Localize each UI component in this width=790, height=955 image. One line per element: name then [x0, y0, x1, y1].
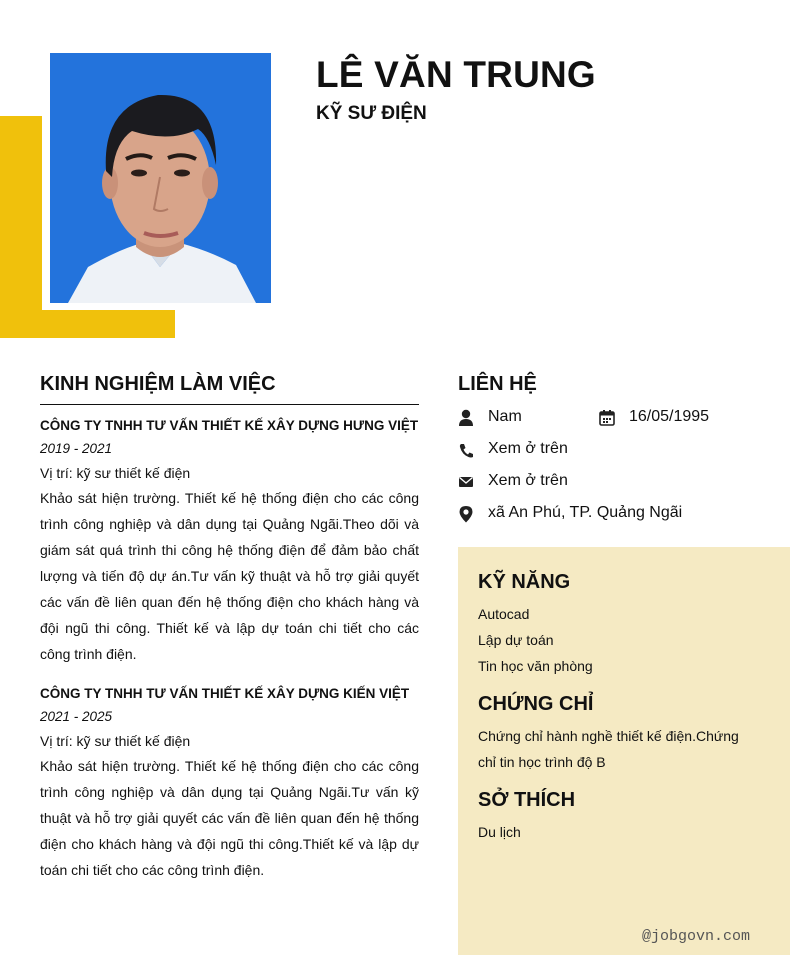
job-company: CÔNG TY TNHH TƯ VẤN THIẾT KẾ XÂY DỰNG HƯNG VIỆT [40, 418, 419, 433]
contact-row-address [458, 502, 758, 534]
hobbies-heading: SỞ THÍCH [478, 789, 576, 811]
skill-item: Lập dự toán [478, 632, 554, 648]
experience-section [40, 373, 419, 883]
job-company: CÔNG TY TNHH TƯ VẤN THIẾT KẾ XÂY DỰNG KIẾN VIỆT [40, 686, 410, 701]
skill-item: Tin học văn phòng [478, 658, 593, 674]
candidate-title: KỸ SƯ ĐIỆN [316, 103, 427, 124]
contact-row-phone [458, 438, 758, 470]
job-period: 2019 - 2021 [40, 441, 113, 456]
job-position: Vị trí: kỹ sư thiết kế điện [40, 465, 191, 481]
experience-heading: KINH NGHIỆM LÀM VIỆC [40, 373, 419, 405]
job-position: Vị trí: kỹ sư thiết kế điện [40, 733, 191, 749]
certificates-heading: CHỨNG CHỈ [478, 693, 594, 715]
job-description: Khảo sát hiện trường. Thiết kế hệ thống điện cho các công trình công nghiệp và dân dụng tại Quảng Ngãi.Tư vấn kỹ thuật và hỗ trợ giải quyết các vấn đề liên quan đến hệ thống điện cho khách hàng và đội ngũ thi công.Thiết kế và lập dự toán chi tiết cho các công trình điện. [40, 758, 419, 878]
accent-block [0, 116, 42, 338]
job-period: 2021 - 2025 [40, 709, 113, 724]
sidebar-panel [458, 547, 790, 955]
contact-row-gender-birthdate [458, 406, 758, 438]
contact-birthdate: 16/05/1995 [629, 408, 710, 425]
job-description: Khảo sát hiện trường. Thiết kế hệ thống điện cho các công trình công nghiệp và dân dụng tại Quảng Ngãi.Theo dõi và giám sát quá trình thi công hệ thống điện để đảm bảo chất lượng và tiến độ dự án.Tư vấn kỹ thuật và hỗ trợ giải quyết các vấn đề liên quan đến hệ thống điện cho khách hàng và đội ngũ thi công. Thiết kế và lập dự toán chi tiết cho các công trình điện. [40, 490, 419, 662]
accent-bar [0, 310, 175, 338]
skills-heading: KỸ NĂNG [478, 571, 571, 593]
job-entry [40, 685, 419, 883]
watermark: @jobgovn.com [641, 928, 750, 945]
contact-gender: Nam [488, 408, 522, 425]
job-entry [40, 417, 419, 667]
calendar-icon [599, 409, 615, 427]
certificates-text: Chứng chỉ hành nghề thiết kế điện.Chứng chỉ tin học trình độ B [478, 728, 739, 770]
location-pin-icon [458, 505, 474, 523]
email-icon [458, 473, 474, 491]
phone-icon [458, 441, 474, 459]
contact-phone: Xem ở trên [488, 440, 568, 457]
hobbies-text: Du lịch [478, 824, 521, 840]
skill-item: Autocad [478, 606, 530, 622]
contact-address: xã An Phú, TP. Quảng Ngãi [488, 504, 683, 521]
contact-heading: LIÊN HỆ [458, 373, 537, 395]
skills-list [478, 601, 770, 679]
contact-section [458, 373, 758, 534]
contact-email: Xem ở trên [488, 472, 568, 489]
contact-row-email [458, 470, 758, 502]
candidate-name: LÊ VĂN TRUNG [316, 54, 596, 95]
profile-photo [50, 53, 271, 303]
person-icon [458, 409, 474, 427]
